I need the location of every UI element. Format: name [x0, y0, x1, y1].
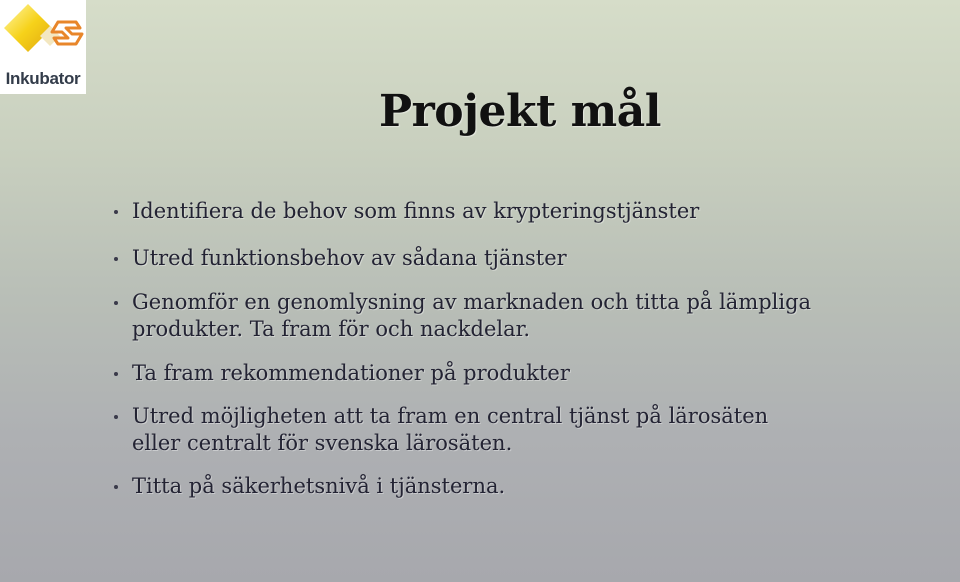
bullet-item: Titta på säkerhetsnivå i tjänsterna. [112, 473, 912, 500]
logo-text: Inkubator [5, 69, 81, 88]
bullet-item: Utred funktionsbehov av sådana tjänster [112, 245, 912, 272]
bullet-item: Utred möjligheten att ta fram en central tjänst på lärosäten eller centralt för svenska lärosäten. [112, 403, 772, 457]
slide-title: Projekt mål [379, 86, 661, 137]
bullet-item: Identifiera de behov som finns av krypteringstjänster [112, 198, 912, 225]
bullet-list [112, 198, 912, 500]
bullet-item: Ta fram rekommendationer på produkter [112, 360, 912, 387]
logo-diamond-icon [0, 0, 86, 70]
bullet-item: Genomför en genomlysning av marknaden och titta på lämpliga produkter. Ta fram för och nackdelar. [112, 289, 812, 343]
inkubator-logo [0, 0, 86, 94]
